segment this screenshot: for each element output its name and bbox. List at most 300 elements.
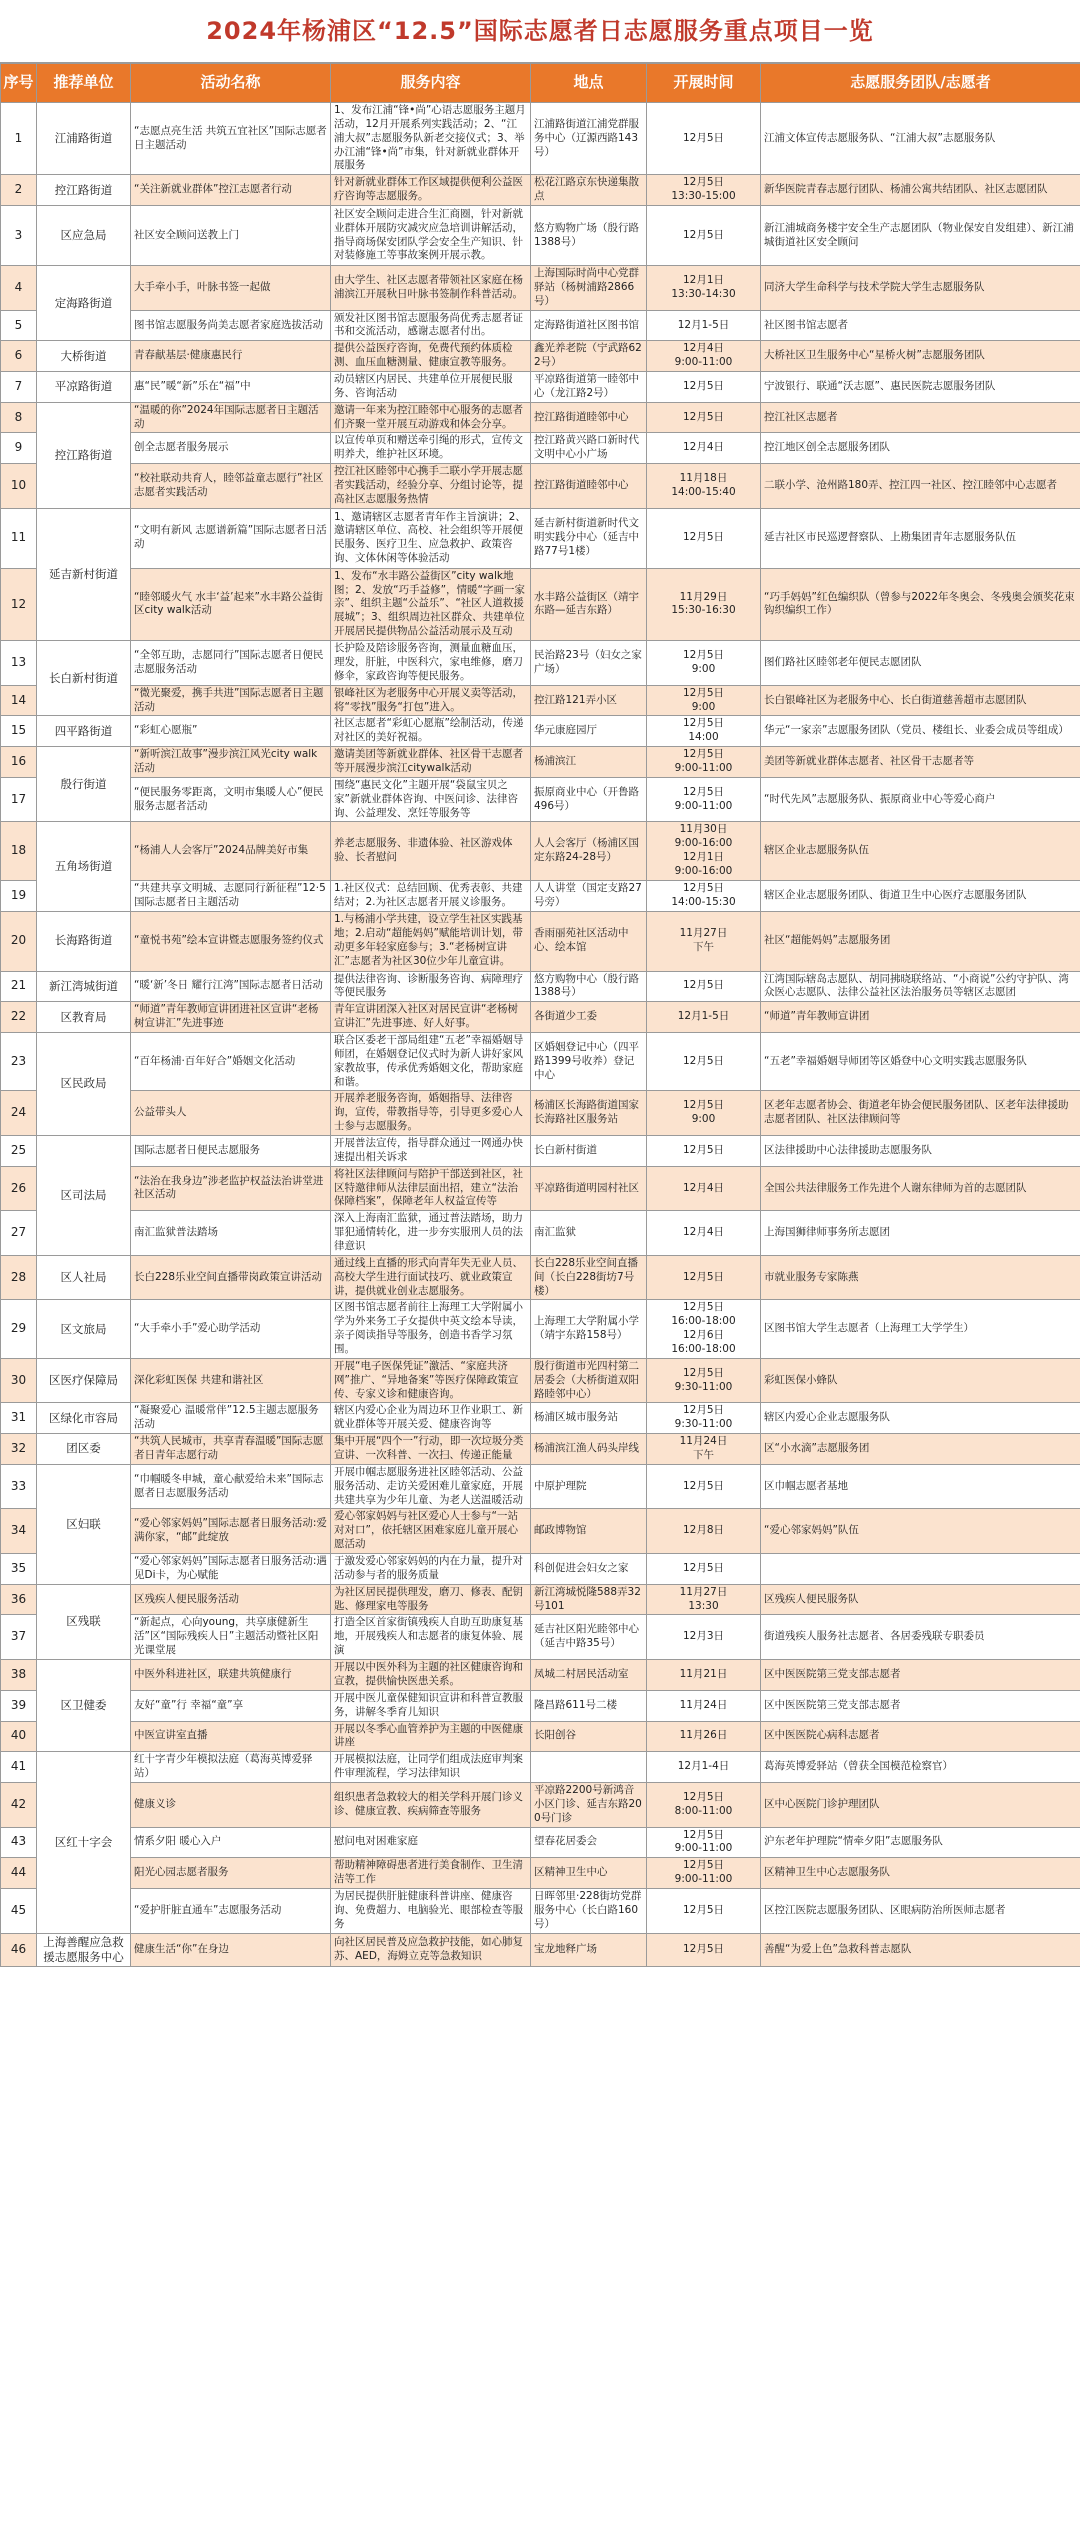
cell-unit: 区民政局 xyxy=(37,1032,131,1135)
cell-no: 21 xyxy=(1,971,37,1002)
cell-place: 延吉社区阳光睦邻中心（延吉中路35号） xyxy=(531,1615,647,1660)
cell-no: 2 xyxy=(1,175,37,206)
cell-content: 开展普法宣传，指导群众通过一网通办快速提出相关诉求 xyxy=(331,1135,531,1166)
cell-content: 开展“电子医保凭证”激活、“家庭共济网”推广、“异地备案”等医疗保障政策宣传、专家义诊和健康咨询。 xyxy=(331,1358,531,1403)
cell-activity: “爱心邻家妈妈”国际志愿者日服务活动:爱满你家，“邮”此绽放 xyxy=(131,1509,331,1554)
cell-unit: 区教育局 xyxy=(37,1002,131,1033)
cell-activity: “爱护肝脏直通车”志愿服务活动 xyxy=(131,1888,331,1933)
cell-unit: 区红十字会 xyxy=(37,1752,131,1933)
cell-content: 围绕“惠民文化”主题开展“袋鼠宝贝之家”新就业群体咨询、中医问诊、法律咨询、公益理发、烹饪等服务等 xyxy=(331,777,531,822)
cell-team: 二联小学、沧州路180弄、控江四一社区、控江睦邻中心志愿者 xyxy=(761,464,1080,509)
cell-content: 为社区居民提供理发，磨刀、修表、配钥匙、修理家电等服务 xyxy=(331,1584,531,1615)
cell-place: 控江路121弄小区 xyxy=(531,685,647,716)
cell-team: 区巾帼志愿者基地 xyxy=(761,1464,1080,1509)
cell-no: 27 xyxy=(1,1211,37,1256)
cell-no: 24 xyxy=(1,1091,37,1136)
cell-no: 32 xyxy=(1,1434,37,1465)
cell-team: 区图书馆大学生志愿者（上海理工大学学生） xyxy=(761,1300,1080,1358)
cell-place: 各街道少工委 xyxy=(531,1002,647,1033)
cell-activity: “暖‘新’冬日 耀行江湾”国际志愿者日活动 xyxy=(131,971,331,1002)
cell-content: 联合区委老干部局组建“五老”幸福婚姻导师团，在婚姻登记仪式时为新人讲好家风家教故事，传承优秀婚姻文化，帮助家庭和谐。 xyxy=(331,1032,531,1090)
cell-no: 22 xyxy=(1,1002,37,1033)
cell-team: 区残疾人便民服务队 xyxy=(761,1584,1080,1615)
table-row xyxy=(1,464,1080,509)
cell-activity: “彩虹心愿瓶” xyxy=(131,716,331,747)
cell-content: 由大学生、社区志愿者带领社区家庭在杨浦滨江开展秋日叶脉书签制作科普活动。 xyxy=(331,266,531,311)
cell-content: 提供法律咨询、诊断服务咨询、病障理疗等便民服务 xyxy=(331,971,531,1002)
table-header-row xyxy=(1,64,1080,103)
cell-time: 12月5日 xyxy=(647,103,761,175)
cell-no: 16 xyxy=(1,747,37,778)
table-row xyxy=(1,1554,1080,1585)
cell-content: 以宣传单页和赠送牵引绳的形式，宣传文明养犬，维护社区环境。 xyxy=(331,433,531,464)
cell-activity: 深化彩虹医保 共建和谐社区 xyxy=(131,1358,331,1403)
cell-unit: 区卫健委 xyxy=(37,1660,131,1752)
cell-no: 40 xyxy=(1,1721,37,1752)
page-title: 2024年杨浦区“12.5”国际志愿者日志愿服务重点项目一览 xyxy=(0,0,1080,63)
cell-no: 20 xyxy=(1,911,37,971)
cell-time: 12月5日 9:00 xyxy=(647,641,761,686)
cell-time: 12月1-5日 xyxy=(647,310,761,341)
header-content: 服务内容 xyxy=(331,64,531,103)
cell-team: 社区图书馆志愿者 xyxy=(761,310,1080,341)
cell-content: 长护险及陪诊服务咨询，测量血糖血压，理发，肝脏，中医科穴，家电维修，磨刀修伞，家政咨询等便民服务。 xyxy=(331,641,531,686)
table-row xyxy=(1,1002,1080,1033)
table-row xyxy=(1,641,1080,686)
table-row xyxy=(1,1032,1080,1090)
cell-time: 11月30日 9:00-16:00 12月1日 9:00-16:00 xyxy=(647,822,761,880)
table-row xyxy=(1,266,1080,311)
cell-team: 彩虹医保小蜂队 xyxy=(761,1358,1080,1403)
cell-unit: 殷行街道 xyxy=(37,747,131,822)
cell-content: 颁发社区图书馆志愿服务尚优秀志愿者证书和交流活动，感谢志愿者付出。 xyxy=(331,310,531,341)
cell-content: 青年宣讲团深入社区对居民宣讲“老杨树宣讲汇”先进事迹、好人好事。 xyxy=(331,1002,531,1033)
cell-time: 12月5日 xyxy=(647,1255,761,1300)
table-row xyxy=(1,1255,1080,1300)
cell-time: 12月5日 8:00-11:00 xyxy=(647,1782,761,1827)
cell-activity: “爱心邻家妈妈”国际志愿者日服务活动:遇见Di卡，为心赋能 xyxy=(131,1554,331,1585)
cell-activity: “睦邻暖火气 水丰‘益’起来”水丰路公益街区city walk活动 xyxy=(131,568,331,640)
cell-time: 12月5日 xyxy=(647,1464,761,1509)
cell-team: 江浦文体宣传志愿服务队、“江浦大叔”志愿服务队 xyxy=(761,103,1080,175)
cell-team: 区法律援助中心法律援助志愿服务队 xyxy=(761,1135,1080,1166)
cell-no: 46 xyxy=(1,1933,37,1966)
cell-content: 向社区居民普及应急救护技能，如心肺复苏、AED，海姆立克等急救知识 xyxy=(331,1933,531,1966)
cell-team: 社区“超能妈妈”志愿服务团 xyxy=(761,911,1080,971)
cell-unit: 区绿化市容局 xyxy=(37,1403,131,1434)
cell-no: 14 xyxy=(1,685,37,716)
table-row xyxy=(1,1091,1080,1136)
cell-place: 邮政博物馆 xyxy=(531,1509,647,1554)
cell-no: 39 xyxy=(1,1690,37,1721)
cell-place: 华元康庭园厅 xyxy=(531,716,647,747)
cell-time: 12月3日 xyxy=(647,1615,761,1660)
cell-team: 华元“一家亲”志愿服务团队（党员、楼组长、业委会成员等组成） xyxy=(761,716,1080,747)
cell-no: 26 xyxy=(1,1166,37,1211)
cell-place: 长白228乐业空间直播间（长白228街坊7号楼） xyxy=(531,1255,647,1300)
cell-team: 全国公共法律服务工作先进个人谢东律师为首的志愿团队 xyxy=(761,1166,1080,1211)
cell-time: 12月5日 13:30-15:00 xyxy=(647,175,761,206)
cell-team: 沪东老年护理院“情牵夕阳”志愿服务队 xyxy=(761,1827,1080,1858)
cell-time: 11月27日 下午 xyxy=(647,911,761,971)
cell-content: 1.社区仪式：总结回顾、优秀表彰、共建结对；2.为社区志愿者开展义诊服务。 xyxy=(331,880,531,911)
cell-place: 香雨丽苑社区活动中心、绘本馆 xyxy=(531,911,647,971)
table-row xyxy=(1,310,1080,341)
cell-no: 8 xyxy=(1,402,37,433)
cell-activity: “百年杨浦·百年好合”婚姻文化活动 xyxy=(131,1032,331,1090)
cell-content: 开展以中医外科为主题的社区健康咨询和宣教，提供愉快医患关系。 xyxy=(331,1660,531,1691)
cell-no: 25 xyxy=(1,1135,37,1166)
cell-content: 爱心邻家妈妈与社区爱心人士参与“一站对对口”，依托辖区困难家庭儿童开展心愿活动 xyxy=(331,1509,531,1554)
cell-no: 45 xyxy=(1,1888,37,1933)
cell-place: 中原护理院 xyxy=(531,1464,647,1509)
cell-time: 12月5日 xyxy=(647,1032,761,1090)
cell-time: 12月5日 xyxy=(647,971,761,1002)
cell-time: 12月4日 xyxy=(647,1166,761,1211)
cell-team: 控江地区创全志愿服务团队 xyxy=(761,433,1080,464)
cell-content: 动员辖区内居民、共建单位开展便民服务、咨询活动 xyxy=(331,372,531,403)
cell-content: 慰问电对困难家庭 xyxy=(331,1827,531,1858)
cell-place: 杨浦区长海路街道国家长海路社区服务站 xyxy=(531,1091,647,1136)
cell-time: 12月4日 xyxy=(647,1211,761,1256)
cell-time: 12月5日 14:00 xyxy=(647,716,761,747)
cell-time: 12月5日 9:00 xyxy=(647,685,761,716)
cell-unit: 控江路街道 xyxy=(37,402,131,508)
table-row xyxy=(1,568,1080,640)
cell-time: 12月5日 xyxy=(647,206,761,266)
cell-team: 新江浦城商务楼宇安全生产志愿团队（物业保安自发组建）、新江浦城街道社区安全顾问 xyxy=(761,206,1080,266)
cell-place: 控江路黄兴路口新时代文明中心小广场 xyxy=(531,433,647,464)
cell-no: 11 xyxy=(1,508,37,568)
cell-unit: 定海路街道 xyxy=(37,266,131,341)
cell-activity: 健康义诊 xyxy=(131,1782,331,1827)
cell-time: 11月26日 xyxy=(647,1721,761,1752)
cell-team: 大桥社区卫生服务中心“星桥火树”志愿服务团队 xyxy=(761,341,1080,372)
cell-activity: “志愿点亮生活 共筑五宜社区”国际志愿者日主题活动 xyxy=(131,103,331,175)
table-row xyxy=(1,1403,1080,1434)
cell-unit: 大桥街道 xyxy=(37,341,131,372)
cell-team: 延吉社区市民巡逻督察队、上勘集团青年志愿服务队伍 xyxy=(761,508,1080,568)
cell-no: 38 xyxy=(1,1660,37,1691)
table-row xyxy=(1,103,1080,175)
cell-team: “爱心邻家妈妈”队伍 xyxy=(761,1509,1080,1554)
cell-activity: “巾帼暖冬申城，童心献爱给未来”国际志愿者日志愿服务活动 xyxy=(131,1464,331,1509)
cell-time: 12月5日 9:00-11:00 xyxy=(647,747,761,778)
cell-team: “巧手妈妈”红色编织队（曾参与2022年冬奥会、冬残奥会颁奖花束钩织编织工作） xyxy=(761,568,1080,640)
cell-time: 11月24日 xyxy=(647,1690,761,1721)
table-row xyxy=(1,685,1080,716)
table-row xyxy=(1,1166,1080,1211)
cell-content: 打造全区首家街镇残疾人自助互助康复基地，开展残疾人和志愿者的康复体验、展演 xyxy=(331,1615,531,1660)
cell-time: 12月5日 xyxy=(647,402,761,433)
cell-content: 为居民提供肝脏健康科普讲座、健康咨询、免费超力、电脑验光、眼部检查等服务 xyxy=(331,1888,531,1933)
table-row xyxy=(1,1358,1080,1403)
cell-content: 辖区内爱心企业为周边环卫作业职工、新就业群体等开展关爱、健康咨询等 xyxy=(331,1403,531,1434)
cell-activity: “微光聚爱，携手共进”国际志愿者日主题活动 xyxy=(131,685,331,716)
cell-no: 23 xyxy=(1,1032,37,1090)
cell-place: 平凉路街道第一睦邻中心（龙江路2号） xyxy=(531,372,647,403)
cell-activity: “共建共享文明城、志愿同行新征程”12·5国际志愿者日主题活动 xyxy=(131,880,331,911)
cell-time: 12月1日 13:30-14:30 xyxy=(647,266,761,311)
cell-activity: 中医外科进社区，联建共筑健康行 xyxy=(131,1660,331,1691)
table-row xyxy=(1,1827,1080,1858)
cell-place: 望春花居委会 xyxy=(531,1827,647,1858)
table-row xyxy=(1,1782,1080,1827)
header-activity: 活动名称 xyxy=(131,64,331,103)
cell-place: 悠方购物中心（殷行路1388号） xyxy=(531,971,647,1002)
cell-place: 松花江路京东快递集散点 xyxy=(531,175,647,206)
cell-no: 34 xyxy=(1,1509,37,1554)
cell-no: 13 xyxy=(1,641,37,686)
cell-content: 集中开展“四个一”行动，即一次垃圾分类宣讲、一次科普、一次扫、传递正能量 xyxy=(331,1434,531,1465)
cell-time: 11月29日 15:30-16:30 xyxy=(647,568,761,640)
cell-unit: 区妇联 xyxy=(37,1464,131,1584)
cell-time: 12月5日 xyxy=(647,1933,761,1966)
table-row xyxy=(1,1615,1080,1660)
cell-no: 44 xyxy=(1,1858,37,1889)
cell-place: 杨浦滨江渔人码头岸线 xyxy=(531,1434,647,1465)
cell-place: 延吉新村街道新时代文明实践分中心（延吉中路77号1楼） xyxy=(531,508,647,568)
table-row xyxy=(1,1888,1080,1933)
cell-place: 水丰路公益街区（靖宇东路—延吉东路） xyxy=(531,568,647,640)
cell-activity: 青春献基层·健康惠民行 xyxy=(131,341,331,372)
cell-place: 日晖邻里·228街坊党群服务中心（长白路160号） xyxy=(531,1888,647,1933)
cell-activity: 阳光心园志愿者服务 xyxy=(131,1858,331,1889)
cell-place: 振原商业中心（开鲁路496号） xyxy=(531,777,647,822)
cell-content: 邀请美团等新就业群体、社区骨干志愿者等开展漫步滨江citywalk活动 xyxy=(331,747,531,778)
cell-team: 街道残疾人服务社志愿者、各居委残联专职委员 xyxy=(761,1615,1080,1660)
cell-team: 图们路社区睦邻老年便民志愿团队 xyxy=(761,641,1080,686)
cell-unit: 团区委 xyxy=(37,1434,131,1465)
cell-activity: 公益带头人 xyxy=(131,1091,331,1136)
table-row xyxy=(1,822,1080,880)
table-row xyxy=(1,747,1080,778)
cell-place: 南汇监狱 xyxy=(531,1211,647,1256)
cell-activity: 长白228乐业空间直播带岗政策宣讲活动 xyxy=(131,1255,331,1300)
cell-team: 区中医医院心病科志愿者 xyxy=(761,1721,1080,1752)
cell-team: 美团等新就业群体志愿者、社区骨干志愿者等 xyxy=(761,747,1080,778)
cell-time: 12月5日 9:30-11:00 xyxy=(647,1358,761,1403)
cell-place: 长白新村街道 xyxy=(531,1135,647,1166)
cell-content: 将社区法律顾问与陪护干部送到社区，社区特邀律师从法律层面出招，建立“法治保障档案”，保障老年人权益宣传等 xyxy=(331,1166,531,1211)
header-time: 开展时间 xyxy=(647,64,761,103)
table-row xyxy=(1,880,1080,911)
cell-time: 12月5日 16:00-18:00 12月6日 16:00-18:00 xyxy=(647,1300,761,1358)
cell-team: 新华医院青春志愿行团队、杨浦公寓共结团队、社区志愿团队 xyxy=(761,175,1080,206)
cell-activity: “全邻互助，志愿同行”国际志愿者日便民志愿服务活动 xyxy=(131,641,331,686)
cell-content: 社区安全顾问走进合生汇商圈，针对新就业群体开展防灾减灾应急培训讲解活动，指导商场保安团队学会安全生产知识、针对装修施工等事故案例开展示教。 xyxy=(331,206,531,266)
cell-place: 上海理工大学附属小学（靖宇东路158号） xyxy=(531,1300,647,1358)
cell-unit: 平凉路街道 xyxy=(37,372,131,403)
cell-activity: “师道”青年教师宣讲团进社区宣讲“老杨树宣讲汇”先进事迹 xyxy=(131,1002,331,1033)
cell-activity: 惠“民”暖“新”乐在“福”中 xyxy=(131,372,331,403)
cell-place: 人人讲堂（国定支路27号旁） xyxy=(531,880,647,911)
cell-content: 开展模拟法庭，让同学们组成法庭审判案件审理流程，学习法律知识 xyxy=(331,1752,531,1783)
cell-activity: “共筑人民城市，共享青春温暖”国际志愿者日青年志愿行动 xyxy=(131,1434,331,1465)
cell-activity: 图书馆志愿服务尚美志愿者家庭选拔活动 xyxy=(131,310,331,341)
cell-place: 鑫光养老院（宁武路622号） xyxy=(531,341,647,372)
cell-place: 隆昌路611号二楼 xyxy=(531,1690,647,1721)
cell-unit: 长白新村街道 xyxy=(37,641,131,716)
cell-no: 6 xyxy=(1,341,37,372)
cell-content: 1.与杨浦小学共建，设立学生社区实践基地；2.启动“超能妈妈”赋能培训计划，带动更多年轻家庭参与；3.“老杨树宣讲汇”志愿者为社区30位少年儿童宣讲。 xyxy=(331,911,531,971)
table-row xyxy=(1,1135,1080,1166)
cell-time: 12月5日 9:00-11:00 xyxy=(647,1827,761,1858)
cell-time: 11月27日 13:30 xyxy=(647,1584,761,1615)
cell-activity: “法治在我身边”涉老监护权益法治讲堂进社区活动 xyxy=(131,1166,331,1211)
cell-no: 43 xyxy=(1,1827,37,1858)
cell-activity: “便民服务零距离，文明市集暖人心”便民服务志愿者活动 xyxy=(131,777,331,822)
cell-no: 1 xyxy=(1,103,37,175)
cell-team: 区中心医院门诊护理团队 xyxy=(761,1782,1080,1827)
cell-content: 提供公益医疗咨询，免费代预约体质检测、血压血糖测量、健康宣教等服务。 xyxy=(331,341,531,372)
cell-content: 区图书馆志愿者前往上海理工大学附属小学为外来务工子女提供中英文绘本导读，亲子阅读指导等服务，创造书香学习氛围。 xyxy=(331,1300,531,1358)
cell-no: 29 xyxy=(1,1300,37,1358)
cell-place: 长阳创谷 xyxy=(531,1721,647,1752)
cell-time: 12月1-5日 xyxy=(647,1002,761,1033)
cell-unit: 区文旅局 xyxy=(37,1300,131,1358)
table-row xyxy=(1,1933,1080,1966)
cell-team: 市就业服务专家陈燕 xyxy=(761,1255,1080,1300)
table-row xyxy=(1,402,1080,433)
table-row xyxy=(1,372,1080,403)
cell-time: 12月4日 9:00-11:00 xyxy=(647,341,761,372)
cell-team: “时代先风”志愿服务队、振原商业中心等爱心商户 xyxy=(761,777,1080,822)
cell-team: “师道”青年教师宣讲团 xyxy=(761,1002,1080,1033)
cell-time: 12月5日 xyxy=(647,1888,761,1933)
project-table xyxy=(0,63,1080,1967)
cell-time: 12月5日 9:00-11:00 xyxy=(647,1858,761,1889)
cell-content: 开展以冬季心血管养护为主题的中医健康讲座 xyxy=(331,1721,531,1752)
cell-no: 35 xyxy=(1,1554,37,1585)
cell-activity: 区残疾人便民服务活动 xyxy=(131,1584,331,1615)
cell-unit: 新江湾城街道 xyxy=(37,971,131,1002)
cell-no: 17 xyxy=(1,777,37,822)
cell-content: 1、邀请辖区志愿者青年作主旨演讲；2、邀请辖区单位、高校、社会组织等开展便民服务、医疗卫生、应急救护、政策咨询、文体休闲等体验活动 xyxy=(331,508,531,568)
cell-no: 36 xyxy=(1,1584,37,1615)
cell-time: 12月1-4日 xyxy=(647,1752,761,1783)
cell-activity: “新起点，心向young，共享康健新生活”区“国际残疾人日”主题活动暨社区阳光课堂展 xyxy=(131,1615,331,1660)
table-row xyxy=(1,1509,1080,1554)
cell-no: 9 xyxy=(1,433,37,464)
table-row xyxy=(1,1464,1080,1509)
table-row xyxy=(1,1690,1080,1721)
cell-time: 12月4日 xyxy=(647,433,761,464)
cell-time: 12月5日 xyxy=(647,372,761,403)
table-row xyxy=(1,777,1080,822)
cell-time: 11月18日 14:00-15:40 xyxy=(647,464,761,509)
cell-activity: 中医宣讲室直播 xyxy=(131,1721,331,1752)
cell-place: 定海路街道社区图书馆 xyxy=(531,310,647,341)
cell-time: 12月8日 xyxy=(647,1509,761,1554)
cell-activity: 情系夕阳 暖心入户 xyxy=(131,1827,331,1858)
table-row xyxy=(1,433,1080,464)
cell-team: 区“小水滴”志愿服务团 xyxy=(761,1434,1080,1465)
cell-activity: “温暖的你”2024年国际志愿者日主题活动 xyxy=(131,402,331,433)
cell-team: 区中医医院第三党支部志愿者 xyxy=(761,1660,1080,1691)
cell-no: 31 xyxy=(1,1403,37,1434)
cell-team: 江湾国际辖岛志愿队、胡同拂晓联络站、“小商说”公约守护队、湾众医心志愿队、法律公益社区法治服务员等辖区志愿团 xyxy=(761,971,1080,1002)
cell-no: 30 xyxy=(1,1358,37,1403)
cell-no: 18 xyxy=(1,822,37,880)
cell-unit: 长海路街道 xyxy=(37,911,131,971)
cell-team: “五老”幸福婚姻导师团等区婚登中心文明实践志愿服务队 xyxy=(761,1032,1080,1090)
cell-place: 科创促进会妇女之家 xyxy=(531,1554,647,1585)
table-row xyxy=(1,971,1080,1002)
table-row xyxy=(1,1660,1080,1691)
cell-team: 区中医医院第三党支部志愿者 xyxy=(761,1690,1080,1721)
cell-unit: 上海善醒应急救援志愿服务中心 xyxy=(37,1933,131,1966)
cell-place: 宝龙地释广场 xyxy=(531,1933,647,1966)
cell-place: 民治路23号（妇女之家广场） xyxy=(531,641,647,686)
table-row xyxy=(1,1211,1080,1256)
cell-team: 控江社区志愿者 xyxy=(761,402,1080,433)
cell-activity: 国际志愿者日便民志愿服务 xyxy=(131,1135,331,1166)
cell-no: 3 xyxy=(1,206,37,266)
cell-activity: “校社联动共育人，睦邻益童志愿行”社区志愿者实践活动 xyxy=(131,464,331,509)
cell-activity: 健康生活“你”在身边 xyxy=(131,1933,331,1966)
cell-activity: 社区安全顾问送教上门 xyxy=(131,206,331,266)
cell-activity: 大手牵小手，叶脉书签一起做 xyxy=(131,266,331,311)
cell-no: 5 xyxy=(1,310,37,341)
cell-team: 宁波银行、联通“沃志愿”、惠民医院志愿服务团队 xyxy=(761,372,1080,403)
table-row xyxy=(1,1434,1080,1465)
table-row xyxy=(1,206,1080,266)
cell-team: 同济大学生命科学与技术学院大学生志愿服务队 xyxy=(761,266,1080,311)
cell-content: 银峰社区为老服务中心开展义卖等活动，将“零找”服务“打包”进入。 xyxy=(331,685,531,716)
cell-place: 江浦路街道江浦党群服务中心（辽源西路143号） xyxy=(531,103,647,175)
cell-content: 针对新就业群体工作区域提供便利公益医疗咨询等志愿服务。 xyxy=(331,175,531,206)
cell-time: 12月5日 xyxy=(647,1554,761,1585)
cell-activity: 友好“童”行 幸福“童”享 xyxy=(131,1690,331,1721)
cell-unit: 区司法局 xyxy=(37,1135,131,1255)
cell-no: 7 xyxy=(1,372,37,403)
cell-unit: 五角场街道 xyxy=(37,822,131,911)
cell-no: 12 xyxy=(1,568,37,640)
cell-activity: “关注新就业群体”控江志愿者行动 xyxy=(131,175,331,206)
cell-time: 11月24日 下午 xyxy=(647,1434,761,1465)
cell-time: 12月5日 xyxy=(647,508,761,568)
table-row xyxy=(1,1752,1080,1783)
cell-activity: 创全志愿者服务展示 xyxy=(131,433,331,464)
cell-time: 11月21日 xyxy=(647,1660,761,1691)
cell-team: 区老年志愿者协会、街道老年协会便民服务团队、区老年法律援助志愿者团队、社区法律顾问等 xyxy=(761,1091,1080,1136)
table-row xyxy=(1,1721,1080,1752)
cell-place xyxy=(531,1752,647,1783)
cell-content: 邀请一年来为控江睦邻中心服务的志愿者们齐聚一堂开展互动游戏和体会分享。 xyxy=(331,402,531,433)
header-team: 志愿服务团队/志愿者 xyxy=(761,64,1080,103)
table-row xyxy=(1,175,1080,206)
cell-unit: 区残联 xyxy=(37,1584,131,1659)
cell-place: 平凉路街道明园村社区 xyxy=(531,1166,647,1211)
cell-activity: “大手牵小手”爱心助学活动 xyxy=(131,1300,331,1358)
cell-no: 4 xyxy=(1,266,37,311)
table-row xyxy=(1,1300,1080,1358)
cell-unit: 区人社局 xyxy=(37,1255,131,1300)
cell-content: 帮助精神障碍患者进行美食制作、卫生清洁等工作 xyxy=(331,1858,531,1889)
cell-no: 41 xyxy=(1,1752,37,1783)
cell-team: 区控江医院志愿服务团队、区眼病防治所医师志愿者 xyxy=(761,1888,1080,1933)
cell-content: 开展中医儿童保健知识宣讲和科普宣教服务，讲解冬季育儿知识 xyxy=(331,1690,531,1721)
cell-content: 于激发爱心邻家妈妈的内在力量，提升对活动参与者的服务质量 xyxy=(331,1554,531,1585)
cell-place: 区精神卫生中心 xyxy=(531,1858,647,1889)
cell-activity: “文明有新风 志愿谱新篇”国际志愿者日活动 xyxy=(131,508,331,568)
cell-team: 上海国狮律师事务所志愿团 xyxy=(761,1211,1080,1256)
cell-team: 辖区企业志愿服务队伍 xyxy=(761,822,1080,880)
cell-place: 杨浦区城市服务站 xyxy=(531,1403,647,1434)
header-no: 序号 xyxy=(1,64,37,103)
cell-no: 28 xyxy=(1,1255,37,1300)
